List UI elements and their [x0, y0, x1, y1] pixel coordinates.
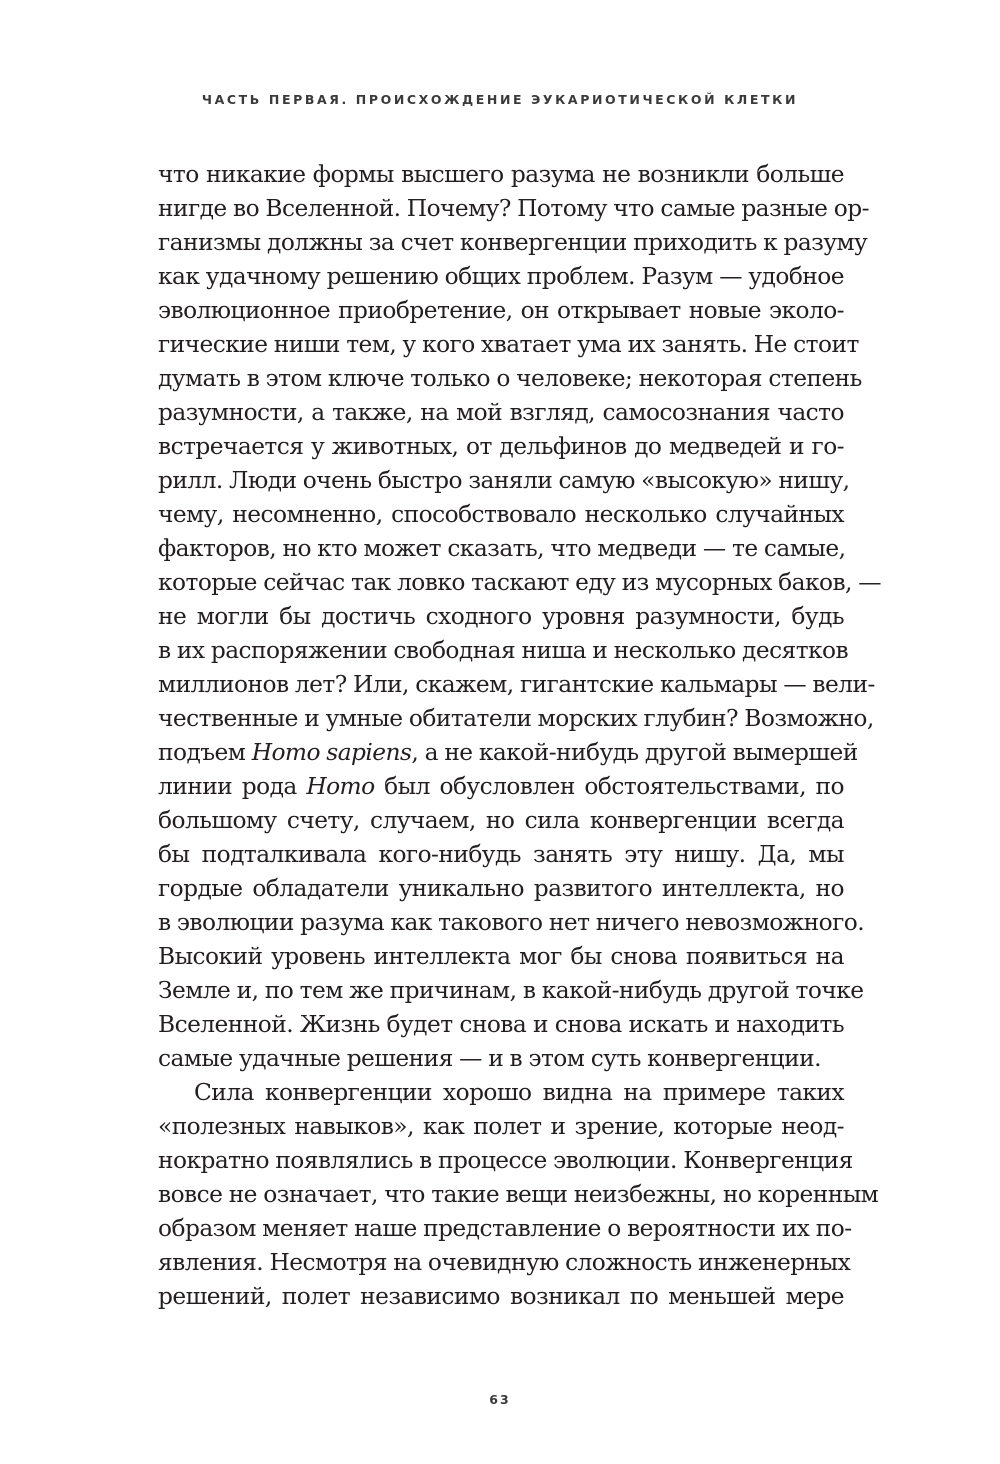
text-line: миллионов лет? Или, скажем, гигантские кальмары — вели-: [158, 671, 875, 698]
body-text: [158, 158, 881, 1314]
text-line: нигде во Вселенной. Почему? Потому что самые разные ор-: [158, 195, 869, 222]
text-line: «полезных навыков», как полет и зрение, которые неод-: [158, 1113, 844, 1140]
text-line: Высокий уровень интеллекта мог бы снова появиться на: [158, 943, 844, 970]
text-line: нократно появлялись в процессе эволюции. Конвергенция: [158, 1147, 853, 1174]
text-line: Земле и, по тем же причинам, в какой-нибудь другой точке: [158, 977, 864, 1004]
page-number: 63: [489, 1392, 511, 1407]
text-segment: был обусловлен обстоятельствами, по: [374, 773, 844, 800]
text-line: как удачному решению общих проблем. Разум — удобное: [158, 263, 844, 290]
text-line: не могли бы достичь сходного уровня разумности, будь: [158, 603, 844, 630]
text-line: чему, несомненно, способствовало несколько случайных: [158, 501, 844, 528]
text-line: гические ниши тем, у кого хватает ума их занять. Не стоит: [158, 331, 859, 358]
genus-name-italic: Homo: [306, 773, 375, 800]
running-head: ЧАСТЬ ПЕРВАЯ. ПРОИСХОЖДЕНИЕ ЭУКАРИОТИЧЕСКОЙ КЛЕТКИ: [201, 92, 799, 107]
text-line: эволюционное приобретение, он открывает новые эколо-: [158, 297, 844, 324]
text-line: бы подталкивала кого-нибудь занять эту нишу. Да, мы: [158, 841, 844, 868]
text-line: чественные и умные обитатели морских глубин? Возможно,: [158, 705, 874, 732]
text-line: факторов, но кто может сказать, что медведи — те самые,: [158, 535, 846, 562]
text-line: образом меняет наше представление о вероятности их по-: [158, 1215, 852, 1242]
text-line: рилл. Люди очень быстро заняли самую «высокую» нишу,: [158, 467, 850, 494]
text-line: в их распоряжении свободная ниша и несколько десятков: [158, 637, 849, 664]
text-line: думать в этом ключе только о человеке; некоторая степень: [158, 365, 862, 392]
text-line: ганизмы должны за счет конвергенции приходить к разуму: [158, 229, 868, 256]
text-line-paragraph-end: самые удачные решения — и в этом суть конвергенции.: [158, 1045, 821, 1072]
text-segment: линии рода: [158, 773, 307, 800]
text-segment: подъем: [158, 739, 252, 766]
text-line: разумности, а также, на мой взгляд, самосознания часто: [158, 399, 844, 426]
text-line: явления. Несмотря на очевидную сложность инженерных: [158, 1249, 851, 1276]
text-line: встречается у животных, от дельфинов до медведей и го-: [158, 433, 844, 460]
text-line: вовсе не означает, что такие вещи неизбежны, но коренным: [158, 1181, 879, 1208]
text-line: большому счету, случаем, но сила конвергенции всегда: [158, 807, 844, 834]
text-line: гордые обладатели уникально развитого интеллекта, но: [158, 875, 844, 902]
text-line-paragraph-start: Сила конвергенции хорошо видна на примере таких: [194, 1079, 844, 1106]
text-line: решений, полет независимо возникал по меньшей мере: [158, 1283, 844, 1310]
text-line: Вселенной. Жизнь будет снова и снова искать и находить: [158, 1011, 844, 1038]
text-line-with-italic: [158, 770, 844, 804]
species-name-italic: Homo sapiens: [251, 739, 412, 766]
text-line: которые сейчас так ловко таскают еду из мусорных баков, —: [158, 569, 881, 596]
text-line: в эволюции разума как такового нет ничего невозможного.: [158, 909, 865, 936]
text-line-with-italic: [158, 736, 858, 770]
text-line: что никакие формы высшего разума не возникли больше: [158, 161, 844, 188]
text-segment: , а не какой-нибудь другой вымершей: [411, 739, 858, 766]
